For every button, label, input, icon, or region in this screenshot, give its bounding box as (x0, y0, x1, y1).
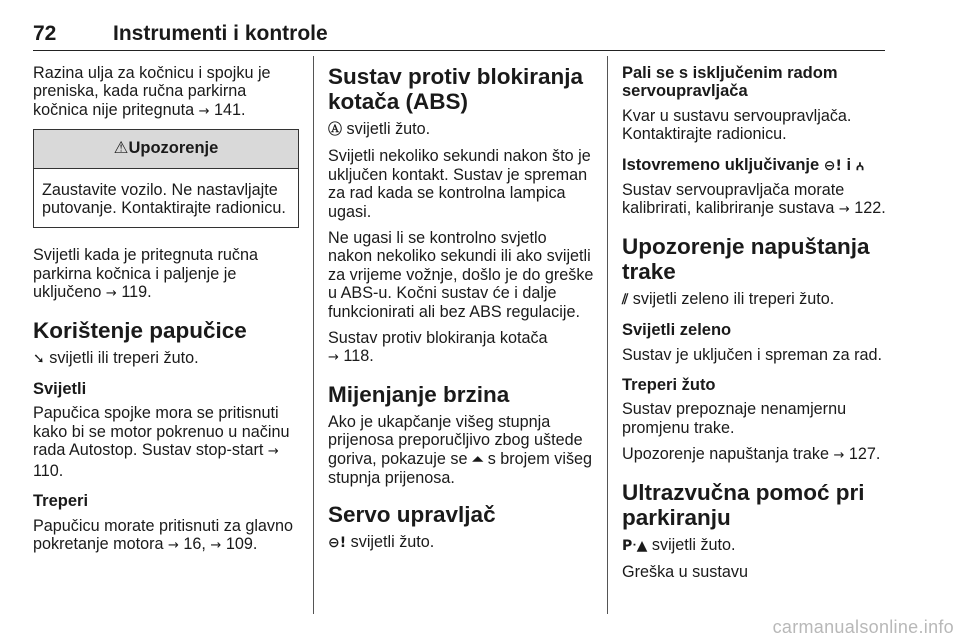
warning-box (33, 129, 299, 228)
watermark: carmanualsonline.info (772, 617, 954, 637)
page-title: Instrumenti i kontrole (113, 22, 328, 45)
paragraph: ⫽ svijetli zeleno ili treperi žuto. (622, 289, 835, 308)
paragraph: Sustav servoupravljača morate kalibrirati, kalibriranje sustava → 122. (622, 181, 886, 218)
paragraph: Kvar u sustavu servoupravljača. Kontaktirajte radionicu. (622, 106, 852, 144)
lane-departure-icon: ⫽ (622, 291, 629, 308)
gear-shift-icon: ⏶ (471, 451, 484, 468)
page-ref-arrow-icon: → (198, 103, 210, 119)
abs-icon: Ⓐ (328, 122, 342, 138)
steering-warning-icon: ⊖! (823, 157, 842, 174)
subheading: Pali se s isključenim radom servoupravljača (622, 64, 838, 101)
paragraph: Ako je ukapčanje višeg stupnja prijenosa preporučljivo zbog uštede goriva, pokazuje se ⏶ s brojem višeg stupnja prijenosa. (328, 412, 593, 488)
paragraph: Ⓐ svijetli žuto. (328, 120, 431, 138)
section-heading: Servo upravljač (328, 501, 496, 527)
clutch-pedal-icon: ➘ (33, 350, 45, 367)
paragraph: ⊖! svijetli žuto. (328, 532, 435, 551)
column-divider (313, 56, 314, 614)
warning-icon: ⚠ (113, 139, 129, 158)
paragraph: Papučica spojke mora se pritisnuti kako bi se motor pokrenuo u načinu rada Autostop. Sustav stop-start → 110. (33, 404, 290, 480)
section-heading: Upozorenje napuštanja trake (622, 233, 870, 284)
page-ref-arrow-icon: → (833, 448, 845, 464)
page-number: 72 (33, 22, 57, 45)
page-ref-arrow-icon: → (105, 286, 117, 302)
paragraph: Razina ulja za kočnicu i spojku je preniska, kada ručna parkirna kočnica nije pritegnuta → 141. (33, 64, 271, 119)
paragraph: Sustav je uključen i spreman za rad. (622, 345, 883, 364)
park-assist-icon: Pᐧ▲ (622, 537, 648, 554)
paragraph: Sustav prepoznaje nenamjernu promjenu trake. (622, 400, 847, 437)
warning-title: Upozorenje (128, 139, 219, 158)
steering-wheel-icon: ꭅ (855, 157, 865, 174)
section-heading: Korištenje papučice (33, 317, 247, 343)
paragraph: Svijetli kada je pritegnuta ručna parkirna kočnica i paljenje je uključeno → 119. (33, 246, 258, 302)
page-header (33, 22, 885, 51)
subheading: Treperi (33, 492, 89, 511)
column-divider (607, 56, 608, 614)
page-ref-arrow-icon: → (328, 350, 339, 366)
paragraph: Svijetli nekoliko sekundi nakon što je uključen kontakt. Sustav je spreman za rad kada se kontrolna lampica ugasi. (328, 147, 591, 221)
paragraph: Upozorenje napuštanja trake → 127. (622, 445, 881, 464)
paragraph: Greška u sustavu (622, 563, 748, 582)
paragraph: ➘ svijetli ili treperi žuto. (33, 348, 199, 367)
column-2 (328, 64, 594, 560)
page-ref-arrow-icon: → (167, 537, 179, 553)
section-heading: Mijenjanje brzina (328, 381, 510, 407)
warning-body: Zaustavite vozilo. Ne nastavljajte putovanje. Kontaktirajte radionicu. (42, 180, 286, 218)
warning-header (34, 130, 298, 168)
subheading: Treperi žuto (622, 376, 716, 395)
page-ref-arrow-icon: → (838, 202, 850, 218)
steering-warning-icon: ⊖! (328, 534, 347, 551)
section-heading: Sustav protiv blokiranja kotača (ABS) (328, 64, 584, 114)
paragraph: Ne ugasi li se kontrolno svjetlo nakon nekoliko sekundi ili ako svijetli za vrijeme vožnje, došlo je do greške u ABS-u. Kočni sustav će i dalje funkcionirati ali bez ABS regulacije. (328, 229, 594, 321)
page-ref-arrow-icon: → (267, 444, 279, 460)
paragraph: Pᐧ▲ svijetli žuto. (622, 535, 736, 554)
subheading: Svijetli zeleno (622, 321, 732, 340)
column-3 (622, 64, 888, 590)
paragraph: Sustav protiv blokiranja kotača → 118. (328, 329, 548, 366)
subheading: Svijetli (33, 380, 87, 399)
page-ref-arrow-icon: → (210, 537, 222, 553)
subheading: Istovremeno uključivanje ⊖! i ꭅ (622, 155, 865, 174)
column-1 (33, 64, 299, 563)
section-heading: Ultrazvučna pomoć pri parkiranju (622, 479, 865, 530)
paragraph: Papučicu morate pritisnuti za glavno pokretanje motora → 16, → 109. (33, 516, 294, 553)
